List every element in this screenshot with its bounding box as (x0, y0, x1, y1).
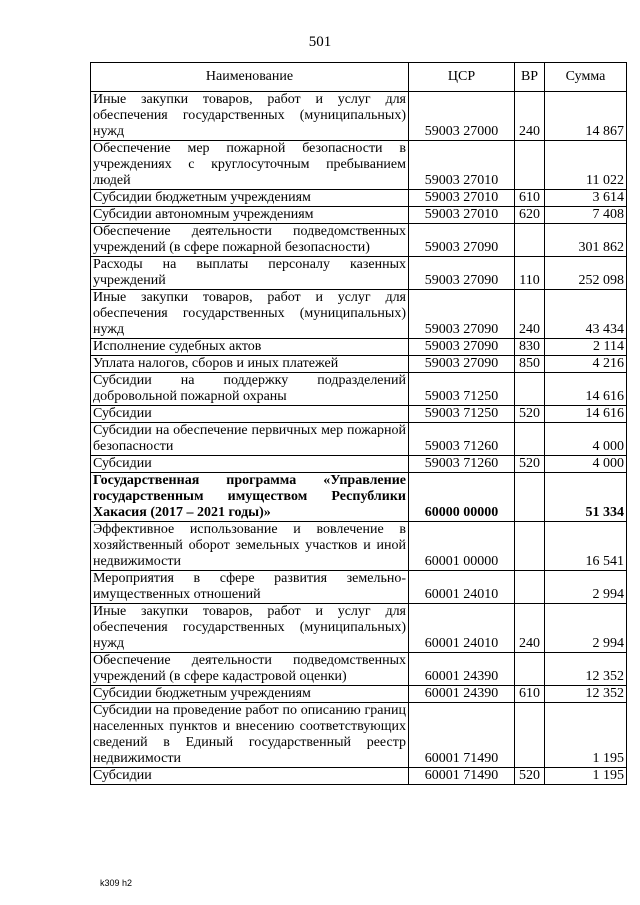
row-vr: 240 (515, 92, 545, 141)
row-name: Иные закупки товаров, работ и услуг для обеспечения государственных (муниципальных) нужд (91, 604, 409, 653)
row-name: Субсидии на проведение работ по описанию границ населенных пунктов и внесению соответствующих сведений в Единый государственный реестр недвижимости (91, 703, 409, 768)
row-vr (515, 423, 545, 456)
table-row (91, 768, 627, 785)
row-vr: 610 (515, 190, 545, 207)
row-sum: 1 195 (545, 768, 627, 785)
row-sum: 12 352 (545, 653, 627, 686)
row-vr (515, 653, 545, 686)
row-csr: 60000 00000 (409, 473, 515, 522)
row-vr: 830 (515, 339, 545, 356)
row-name: Субсидии (91, 768, 409, 785)
row-csr: 60001 00000 (409, 522, 515, 571)
row-sum: 14 616 (545, 406, 627, 423)
row-sum: 14 867 (545, 92, 627, 141)
row-vr: 520 (515, 406, 545, 423)
table-row (91, 356, 627, 373)
header-vr: ВР (515, 63, 545, 92)
row-sum: 301 862 (545, 224, 627, 257)
row-csr: 60001 24010 (409, 571, 515, 604)
table-row (91, 190, 627, 207)
row-vr: 620 (515, 207, 545, 224)
row-csr: 60001 71490 (409, 768, 515, 785)
row-csr: 59003 27090 (409, 224, 515, 257)
page-number: 501 (308, 34, 332, 50)
row-name: Субсидии бюджетным учреждениям (91, 686, 409, 703)
row-name: Субсидии (91, 456, 409, 473)
table-row (91, 207, 627, 224)
row-name: Субсидии на поддержку подразделений добровольной пожарной охраны (91, 373, 409, 406)
row-sum: 2 994 (545, 604, 627, 653)
row-sum: 4 216 (545, 356, 627, 373)
header-csr: ЦСР (409, 63, 515, 92)
header-sum: Сумма (545, 63, 627, 92)
table-row (91, 456, 627, 473)
row-name: Субсидии автономным учреждениям (91, 207, 409, 224)
row-csr: 60001 24390 (409, 653, 515, 686)
row-name: Уплата налогов, сборов и иных платежей (91, 356, 409, 373)
row-csr: 59003 27010 (409, 141, 515, 190)
row-name: Субсидии бюджетным учреждениям (91, 190, 409, 207)
row-name: Субсидии на обеспечение первичных мер пожарной безопасности (91, 423, 409, 456)
header-name: Наименование (91, 63, 409, 92)
row-vr (515, 373, 545, 406)
table-body (91, 92, 627, 785)
row-name: Эффективное использование и вовлечение в хозяйственный оборот земельных участков и иной недвижимости (91, 522, 409, 571)
table-row (91, 473, 627, 522)
row-vr: 240 (515, 290, 545, 339)
table-row (91, 339, 627, 356)
row-vr: 240 (515, 604, 545, 653)
row-sum: 2 114 (545, 339, 627, 356)
row-csr: 59003 71260 (409, 456, 515, 473)
row-name: Обеспечение мер пожарной безопасности в учреждениях с круглосуточным пребыванием людей (91, 141, 409, 190)
table-row (91, 653, 627, 686)
table-row (91, 224, 627, 257)
row-vr (515, 141, 545, 190)
row-name: Мероприятия в сфере развития земельно-имущественных отношений (91, 571, 409, 604)
table-row (91, 571, 627, 604)
row-sum: 7 408 (545, 207, 627, 224)
table-row (91, 604, 627, 653)
row-sum: 1 195 (545, 703, 627, 768)
row-csr: 59003 27090 (409, 356, 515, 373)
row-name: Обеспечение деятельности подведомственных учреждений (в сфере кадастровой оценки) (91, 653, 409, 686)
row-sum: 3 614 (545, 190, 627, 207)
table-header-row (91, 63, 627, 92)
table-row (91, 290, 627, 339)
row-vr: 520 (515, 768, 545, 785)
row-vr: 850 (515, 356, 545, 373)
row-csr: 59003 71260 (409, 423, 515, 456)
table-row (91, 522, 627, 571)
table-row (91, 686, 627, 703)
row-name: Иные закупки товаров, работ и услуг для обеспечения государственных (муниципальных) нужд (91, 92, 409, 141)
row-vr: 610 (515, 686, 545, 703)
row-vr: 110 (515, 257, 545, 290)
row-name: Расходы на выплаты персоналу казенных учреждений (91, 257, 409, 290)
row-name: Иные закупки товаров, работ и услуг для обеспечения государственных (муниципальных) нужд (91, 290, 409, 339)
budget-table (90, 62, 627, 785)
row-name: Государственная программа «Управление государственным имуществом Республики Хакасия (2017 – 2021 годы)» (91, 473, 409, 522)
row-csr: 60001 24390 (409, 686, 515, 703)
row-name: Исполнение судебных актов (91, 339, 409, 356)
row-vr (515, 224, 545, 257)
row-csr: 60001 24010 (409, 604, 515, 653)
row-sum: 11 022 (545, 141, 627, 190)
row-csr: 59003 27090 (409, 257, 515, 290)
row-sum: 4 000 (545, 423, 627, 456)
row-vr (515, 522, 545, 571)
row-vr (515, 703, 545, 768)
footer-code: k309 h2 (100, 878, 133, 888)
row-csr: 59003 27090 (409, 339, 515, 356)
row-sum: 43 434 (545, 290, 627, 339)
row-sum: 16 541 (545, 522, 627, 571)
row-csr: 59003 27000 (409, 92, 515, 141)
row-csr: 60001 71490 (409, 703, 515, 768)
table-row (91, 406, 627, 423)
row-sum: 14 616 (545, 373, 627, 406)
row-csr: 59003 71250 (409, 406, 515, 423)
table-row (91, 257, 627, 290)
table-row (91, 423, 627, 456)
row-sum: 12 352 (545, 686, 627, 703)
table-row (91, 373, 627, 406)
row-sum: 4 000 (545, 456, 627, 473)
row-vr: 520 (515, 456, 545, 473)
row-csr: 59003 27010 (409, 190, 515, 207)
table-row (91, 703, 627, 768)
row-csr: 59003 27090 (409, 290, 515, 339)
row-csr: 59003 71250 (409, 373, 515, 406)
row-vr (515, 473, 545, 522)
row-sum: 2 994 (545, 571, 627, 604)
row-name: Обеспечение деятельности подведомственных учреждений (в сфере пожарной безопасности) (91, 224, 409, 257)
row-sum: 51 334 (545, 473, 627, 522)
row-vr (515, 571, 545, 604)
row-sum: 252 098 (545, 257, 627, 290)
table-row (91, 141, 627, 190)
row-csr: 59003 27010 (409, 207, 515, 224)
row-name: Субсидии (91, 406, 409, 423)
table-row (91, 92, 627, 141)
